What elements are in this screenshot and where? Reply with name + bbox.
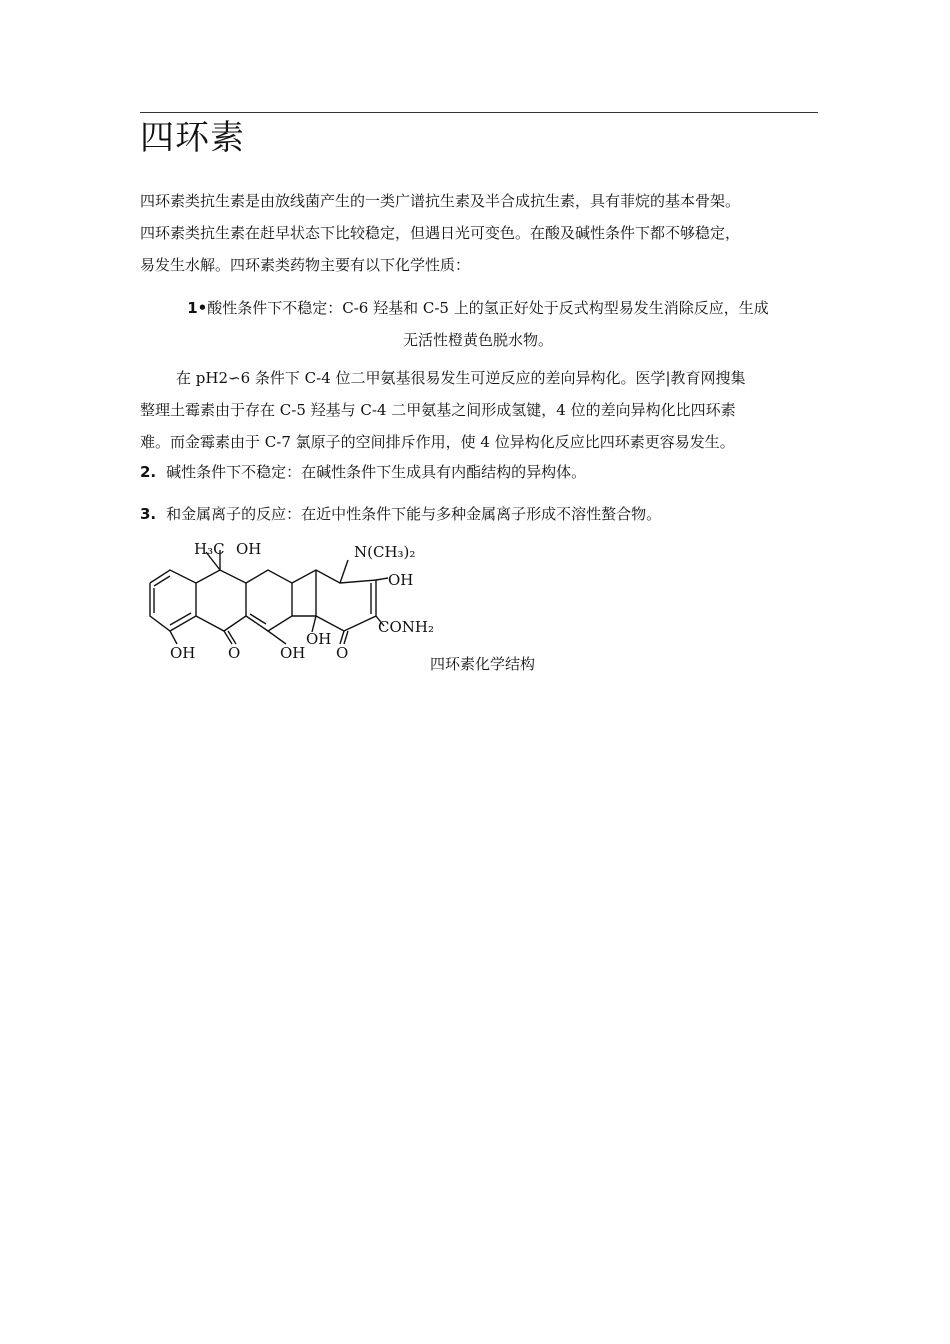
list-item-1 [140, 292, 816, 356]
list-item-3 [140, 498, 661, 530]
isomerization-line-3: 难。而金霉素由于 C-7 氯原子的空间排斥作用，使 4 位异构化反应比四环素更容易发生。 [140, 433, 735, 451]
tetracycline-structure-diagram [140, 536, 440, 668]
header-rule [140, 112, 818, 113]
intro-line-2: 四环素类抗生素在赶早状态下比较稳定，但遇日光可变色。在酸及碱性条件下都不够稳定， [140, 224, 741, 242]
list-item-2-number: 2. [140, 463, 157, 481]
list-item-2 [140, 456, 586, 488]
list-item-1-text-1: 酸性条件下不稳定：C-6 羟基和 C-5 上的氢正好处于反式构型易发生消除反应，生成 [207, 299, 769, 317]
intro-line-1: 四环素类抗生素是由放线菌产生的一类广谱抗生素及半合成抗生素，具有菲烷的基本骨架。 [140, 192, 741, 210]
label-conh2: CONH₂ [378, 618, 434, 636]
intro-paragraph [140, 185, 740, 281]
list-item-3-text: 和金属离子的反应：在近中性条件下能与多种金属离子形成不溶性螯合物。 [166, 505, 662, 523]
label-oh-right: OH [388, 571, 414, 589]
label-oh-bottom-3: OH [306, 630, 332, 648]
isomerization-line-2: 整理土霉素由于存在 C-5 羟基与 C-4 二甲氨基之间形成氢键，4 位的差向异构化比四环素 [140, 401, 736, 419]
structure-bonds [150, 550, 388, 644]
structure-labels [170, 540, 434, 662]
label-o-1: O [228, 644, 241, 662]
list-item-3-number: 3. [140, 505, 157, 523]
label-o-2: O [336, 644, 349, 662]
list-item-2-text: 碱性条件下不稳定：在碱性条件下生成具有内酯结构的异构体。 [166, 463, 587, 481]
isomerization-line-1: 在 pH2∽6 条件下 C-4 位二甲氨基很易发生可逆反应的差向异构化。医学|教育网搜集 [176, 369, 746, 387]
isomerization-paragraph [140, 362, 746, 458]
list-item-1-number: 1• [187, 299, 208, 317]
structure-caption: 四环素化学结构 [430, 655, 536, 673]
label-oh-top: OH [236, 540, 262, 558]
label-h3c: H₃C [194, 540, 225, 558]
intro-line-3: 易发生水解。四环素类药物主要有以下化学性质： [140, 256, 471, 274]
list-item-1-line-1 [140, 292, 816, 324]
list-item-1-line-2: 无活性橙黄色脱水物。 [402, 331, 553, 349]
document-title: 四环素 [140, 118, 245, 158]
label-oh-bottom-1: OH [170, 644, 196, 662]
label-oh-bottom-2: OH [280, 644, 306, 662]
label-nme2: N(CH₃)₂ [354, 543, 416, 561]
